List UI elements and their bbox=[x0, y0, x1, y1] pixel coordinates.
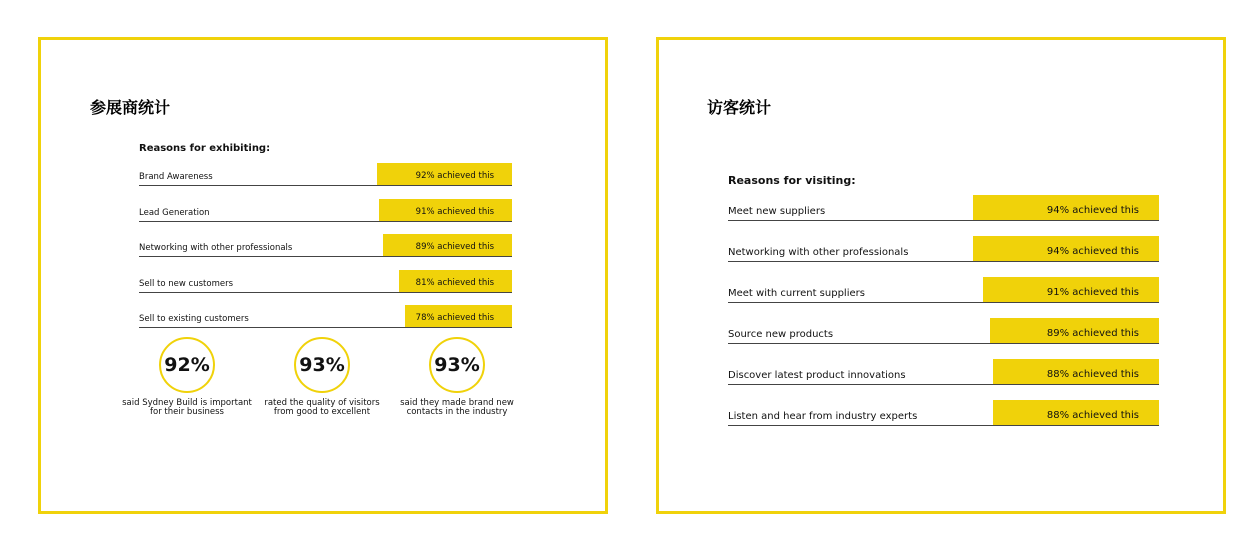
bar-value-label: 88% achieved this bbox=[1046, 369, 1139, 380]
bar-value-label: 89% achieved this bbox=[1046, 328, 1139, 339]
bar-row bbox=[728, 277, 1159, 303]
bar-category-label: Networking with other professionals bbox=[139, 243, 293, 253]
bar-value-label: 91% achieved this bbox=[415, 206, 494, 217]
visitor-stats-panel bbox=[656, 37, 1226, 514]
bar-category-label: Discover latest product innovations bbox=[728, 370, 906, 381]
bar-row bbox=[728, 318, 1159, 344]
bar-category-label: Brand Awareness bbox=[139, 172, 213, 182]
bar-row bbox=[139, 234, 512, 257]
bar-row bbox=[728, 400, 1159, 426]
visiting-reasons-chart bbox=[728, 195, 1159, 441]
reasons-visiting-heading: Reasons for visiting: bbox=[728, 174, 856, 187]
visitor-stats-title: 访客统计 bbox=[707, 98, 772, 117]
bar-category-label: Lead Generation bbox=[139, 207, 210, 218]
stat-new-contacts bbox=[392, 337, 522, 418]
stat-visitor-quality bbox=[257, 337, 387, 418]
bar-row bbox=[728, 236, 1159, 262]
bar-row bbox=[139, 163, 512, 186]
bar-value-label: 89% achieved this bbox=[415, 242, 494, 252]
bar-value-label: 91% achieved this bbox=[1046, 287, 1139, 298]
stat-importance bbox=[122, 337, 252, 418]
stat-new-contacts-value: 93% bbox=[429, 337, 485, 393]
bar-category-label: Sell to existing customers bbox=[139, 314, 249, 324]
exhibitor-stats-title: 参展商统计 bbox=[90, 98, 171, 117]
bar-row bbox=[728, 359, 1159, 385]
exhibiting-reasons-chart bbox=[139, 163, 512, 341]
bar-category-label: Meet with current suppliers bbox=[728, 288, 865, 299]
exhibitor-stats-panel bbox=[38, 37, 608, 514]
stat-importance-caption: said Sydney Build is important for their business bbox=[122, 398, 252, 418]
bar-value-label: 94% achieved this bbox=[1046, 205, 1139, 216]
bar-category-label: Source new products bbox=[728, 329, 834, 340]
stat-visitor-quality-value: 93% bbox=[294, 337, 350, 393]
bar-category-label: Sell to new customers bbox=[139, 278, 234, 289]
bar-value-label: 78% achieved this bbox=[415, 313, 494, 323]
bar-row bbox=[139, 305, 512, 328]
bar-row bbox=[139, 270, 512, 293]
bar-row bbox=[728, 195, 1159, 221]
bar-value-label: 94% achieved this bbox=[1046, 246, 1139, 257]
bar-value-label: 81% achieved this bbox=[415, 277, 494, 288]
stat-new-contacts-caption: said they made brand new contacts in the industry bbox=[400, 398, 514, 418]
bar-value-label: 88% achieved this bbox=[1046, 410, 1139, 421]
bar-category-label: Meet new suppliers bbox=[728, 206, 826, 217]
stat-importance-value: 92% bbox=[159, 337, 215, 393]
bar-category-label: Networking with other professionals bbox=[728, 247, 909, 258]
stat-visitor-quality-caption: rated the quality of visitors from good to excellent bbox=[264, 398, 380, 418]
bar-category-label: Listen and hear from industry experts bbox=[728, 411, 918, 422]
bar-row bbox=[139, 199, 512, 222]
reasons-exhibiting-heading: Reasons for exhibiting: bbox=[139, 143, 271, 154]
bar-value-label: 92% achieved this bbox=[415, 171, 494, 181]
